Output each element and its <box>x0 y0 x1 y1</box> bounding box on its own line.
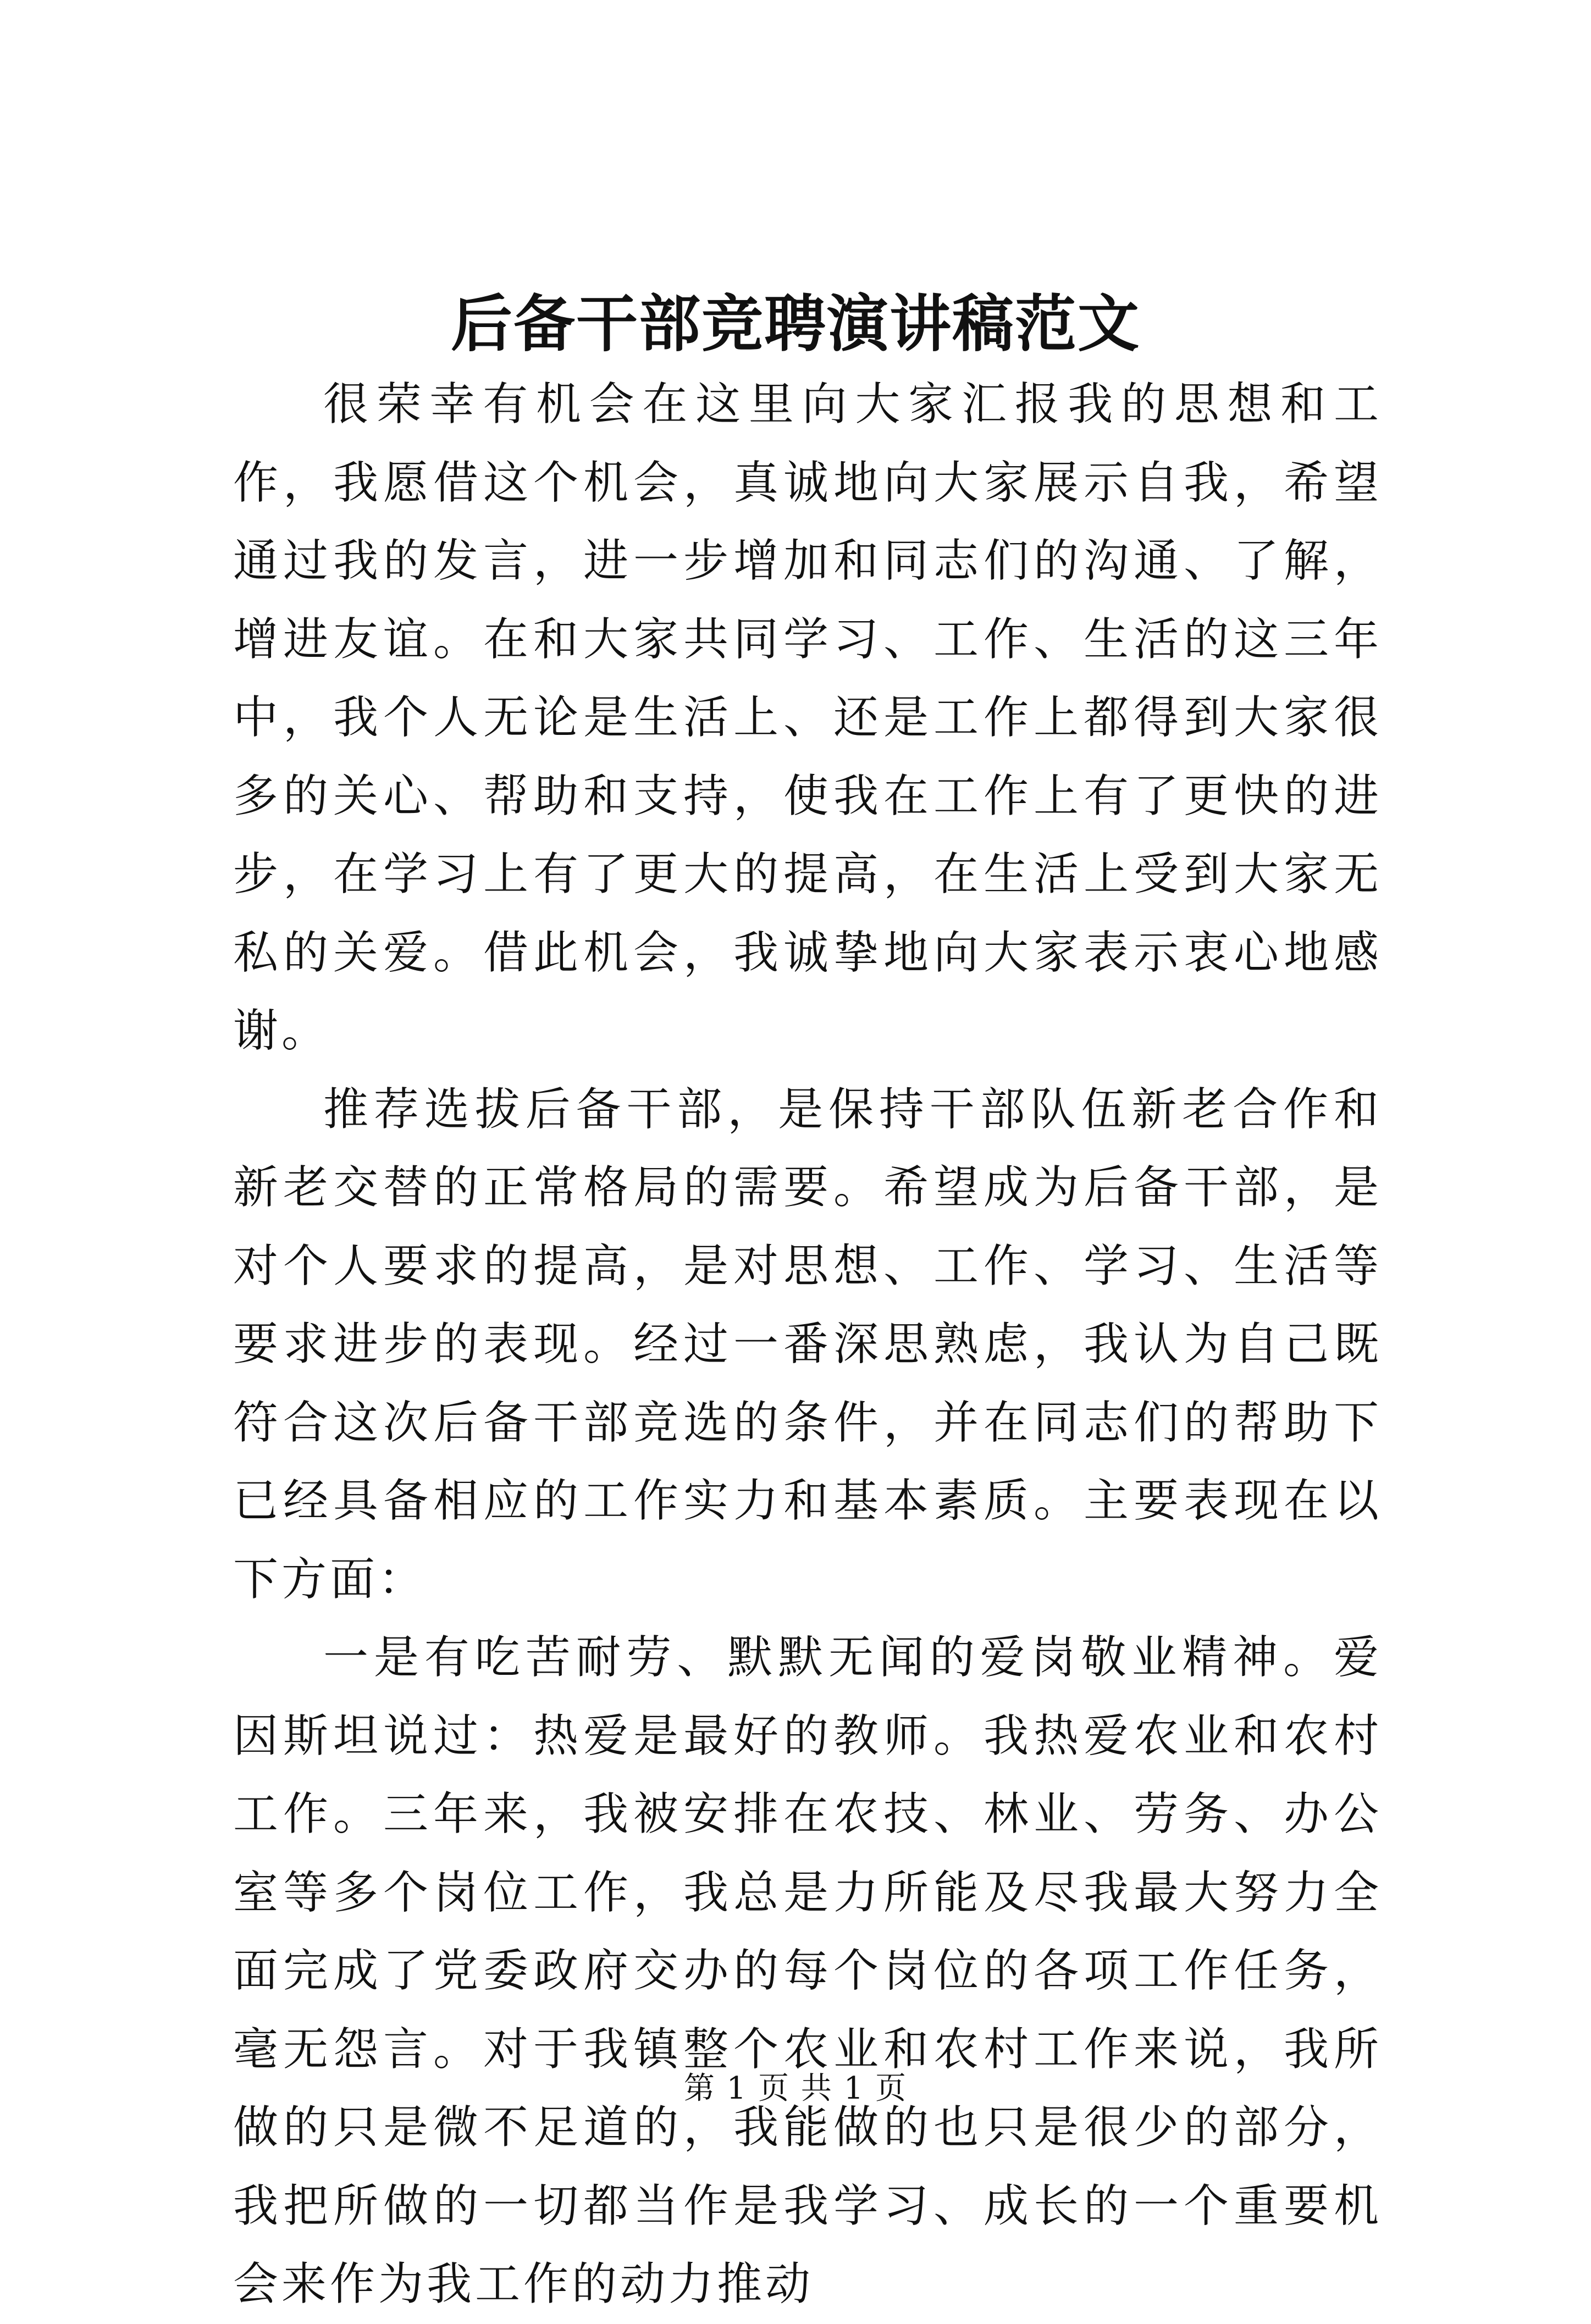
document-body <box>233 366 1382 2324</box>
paragraph-2: 推荐选拔后备干部，是保持干部队伍新老合作和新老交替的正常格局的需要。希望成为后备干部，是对个人要求的提高，是对思想、工作、学习、生活等要求进步的表现。经过一番深思熟虑，我认为自己既符合这次后备干部竞选的条件，并在同志们的帮助下已经具备相应的工作实力和基本素质。主要表现在以下方面： <box>233 1083 1382 1606</box>
page-footer: 第 1 页 共 1 页 <box>683 2071 908 2106</box>
paragraph-1: 很荣幸有机会在这里向大家汇报我的思想和工作，我愿借这个机会，真诚地向大家展示自我，希望通过我的发言，进一步增加和同志们的沟通、了解，增进友谊。在和大家共同学习、工作、生活的这三年中，我个人无论是生活上、还是工作上都得到大家很多的关心、帮助和支持，使我在工作上有了更快的进步，在学习上有了更大的提高，在生活上受到大家无私的关爱。借此机会，我诚挚地向大家表示衷心地感谢。 <box>233 378 1382 1057</box>
document-title: 后备干部竞聘演讲稿范文 <box>451 288 1140 360</box>
paragraph-3: 一是有吃苦耐劳、默默无闻的爱岗敬业精神。爱因斯坦说过：热爱是最好的教师。我热爱农业和农村工作。三年来，我被安排在农技、林业、劳务、办公室等多个岗位工作，我总是力所能及尽我最大努力全面完成了党委政府交办的每个岗位的各项工作任务，毫无怨言。对于我镇整个农业和农村工作来说，我所做的只是微不足道的，我能做的也只是很少的部分，我把所做的一切都当作是我学习、成长的一个重要机会来作为我工作的动力推动 <box>233 1631 1382 2310</box>
